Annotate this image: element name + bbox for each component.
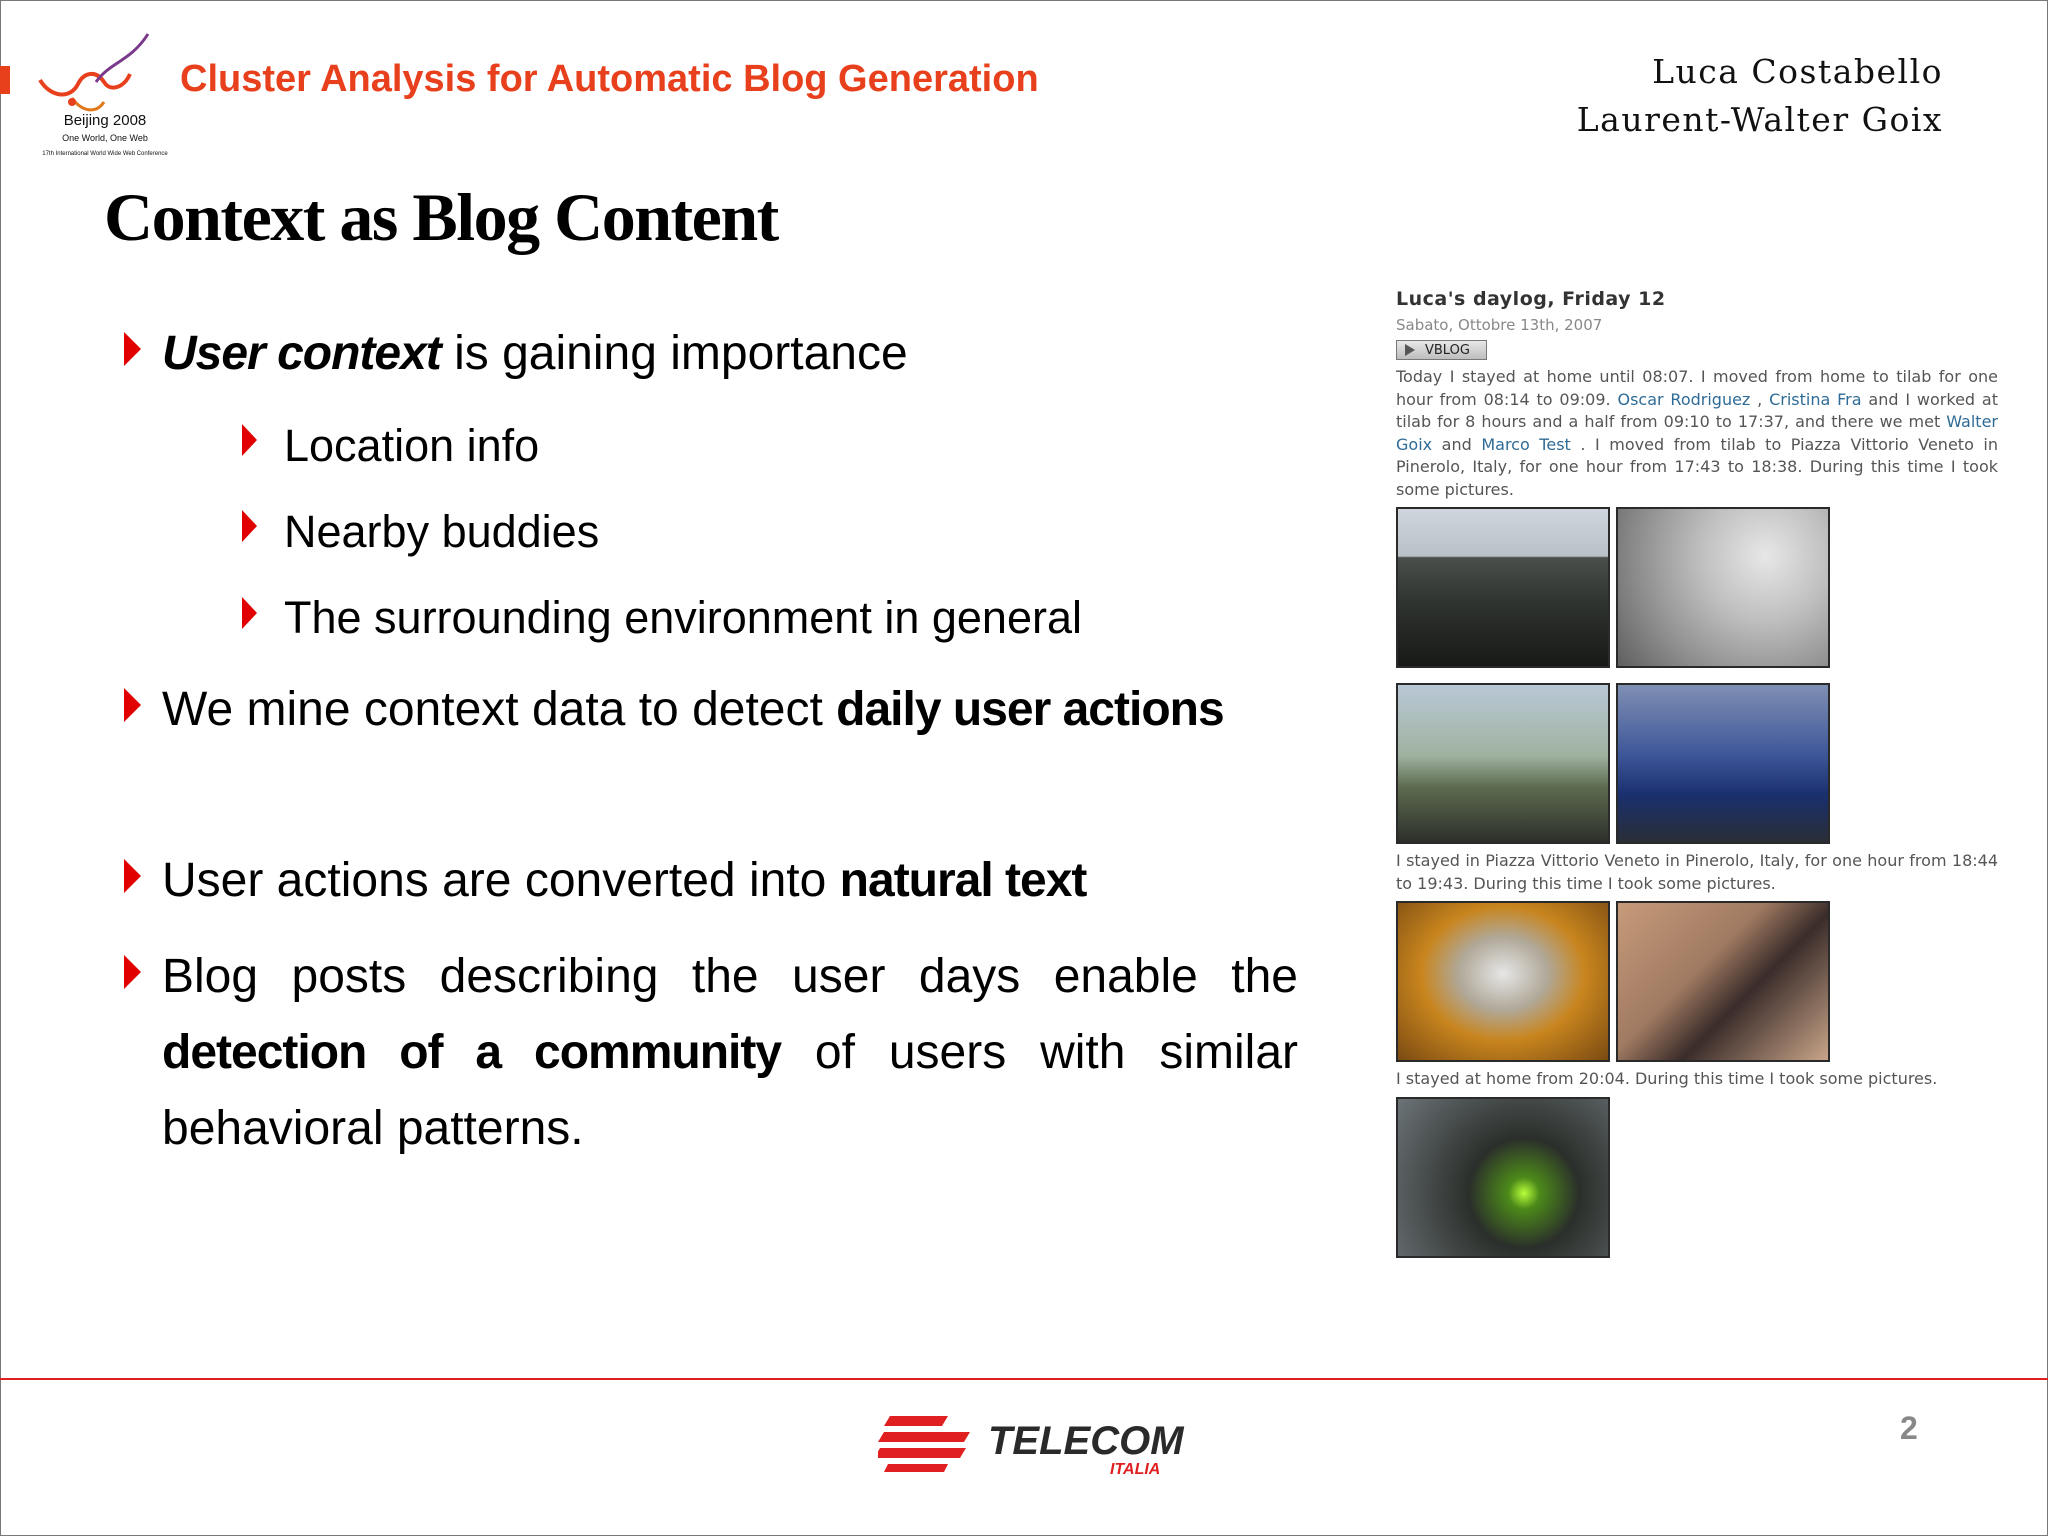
bullet-bold-text: natural text [839, 854, 1087, 907]
photo-thumbnail[interactable] [1616, 901, 1830, 1062]
blog-paragraph-1 [1396, 366, 1998, 501]
bullet-mine-context [162, 672, 1298, 748]
bullet-arrow-icon [124, 955, 141, 989]
bullet-bold-text: User context [162, 327, 441, 380]
bullet-community [162, 939, 1298, 1167]
blog-link-oscar[interactable]: Oscar Rodriguez [1617, 389, 1751, 409]
photo-thumbnail[interactable] [1396, 507, 1610, 668]
blog-title: Luca's daylog, Friday 12 [1396, 288, 1666, 310]
vblog-button[interactable] [1396, 340, 1487, 360]
bullet-natural-text [162, 843, 1302, 919]
blog-text: and I worked at tilab for 8 hours and a half from 09:10 to 17:37, and there we met [1396, 389, 1998, 431]
vblog-label: VBLOG [1425, 342, 1470, 358]
footer-divider [0, 1378, 2048, 1380]
blog-screenshot [1396, 288, 1998, 1258]
title-bar-mark [0, 66, 10, 94]
telecom-italia-logo [878, 1408, 1190, 1478]
photo-thumbnail[interactable] [1616, 507, 1830, 668]
bullet-arrow-icon [124, 688, 141, 722]
photo-row-2 [1396, 683, 1998, 844]
bullet-text: We mine context data to detect [162, 683, 837, 736]
photo-row-3 [1396, 901, 1998, 1062]
play-icon [1405, 344, 1415, 356]
logo-text-city: Beijing 2008 [63, 112, 147, 129]
blog-link-cristina[interactable]: Cristina Fra [1769, 389, 1862, 409]
bullet-arrow-icon [124, 859, 141, 893]
telecom-wordmark: TELECOM [988, 1419, 1184, 1463]
bullet-text: User actions are converted into [162, 854, 840, 907]
author-1: Luca Costabello [1652, 52, 1943, 91]
sub-bullet-arrow-icon [242, 597, 257, 629]
bullet-bold-text: daily user actions [836, 683, 1224, 736]
sub-bullet-environment: The surrounding environment in general [284, 592, 1082, 643]
blog-text: . I moved from tilab to Piazza Vittorio Veneto in Pinerolo, Italy, for one hour from 17:43 to 18:38. During this time I took some pictures. [1396, 434, 1998, 499]
page-number: 2 [1900, 1410, 1918, 1446]
authors [1577, 48, 1943, 144]
blog-paragraph-3: I stayed at home from 20:04. During this time I took some pictures. [1396, 1069, 1938, 1088]
blog-date: Sabato, Ottobre 13th, 2007 [1396, 316, 1603, 334]
bullet-text: of users with similar behavioral patterns. [162, 1026, 1299, 1155]
bullet-text: is gaining importance [440, 327, 908, 380]
bullet-arrow-icon [124, 332, 141, 366]
photo-thumbnail[interactable] [1396, 683, 1610, 844]
photo-row-4 [1396, 1097, 1998, 1258]
blog-text: and [1432, 434, 1482, 454]
blog-paragraph-2: I stayed in Piazza Vittorio Veneto in Pinerolo, Italy, for one hour from 18:44 to 19:43. During this time I took some pictures. [1396, 851, 1998, 893]
logo-text-conference: 17th International World Wide Web Conference [42, 151, 168, 157]
bullet-user-context [162, 316, 1302, 392]
photo-thumbnail[interactable] [1396, 1097, 1610, 1258]
sub-bullet-buddies: Nearby buddies [284, 506, 600, 557]
bullet-bold-text: detection of a community [162, 1026, 782, 1079]
conference-title: Cluster Analysis for Automatic Blog Generation [180, 58, 1039, 100]
photo-thumbnail[interactable] [1616, 683, 1830, 844]
sub-bullet-arrow-icon [242, 510, 257, 542]
logo-text-motto: One World, One Web [62, 133, 148, 143]
bullet-text: Blog posts describing the user days enable the [162, 950, 1298, 1003]
blog-link-walter[interactable]: Walter Goix [1396, 412, 1998, 454]
blog-link-marco[interactable]: Marco Test [1481, 434, 1571, 454]
sub-bullet-arrow-icon [242, 424, 257, 456]
author-2: Laurent-Walter Goix [1576, 100, 1943, 139]
photo-row-1 [1396, 507, 1998, 668]
photo-thumbnail[interactable] [1396, 901, 1610, 1062]
sub-bullet-location: Location info [284, 420, 540, 471]
telecom-italia-wordmark: ITALIA [1110, 1461, 1161, 1478]
slide-title: Context as Blog Content [104, 179, 778, 255]
blog-text: Today I stayed at home until 08:07. I moved from home to tilab for one hour from 08:14 to 09:09. [1396, 367, 1998, 409]
www2008-logo [0, 22, 190, 164]
blog-text: , [1750, 389, 1770, 409]
